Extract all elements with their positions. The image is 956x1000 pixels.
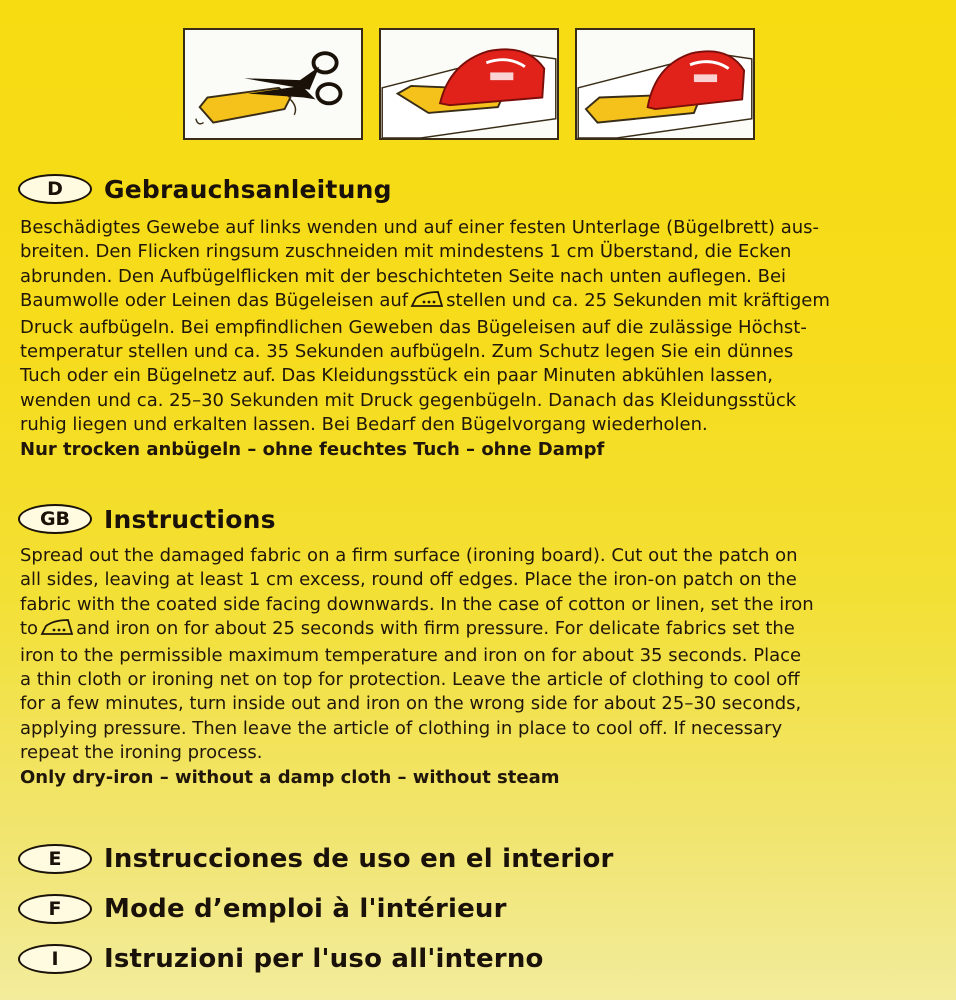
illustration-press-iron [575, 28, 755, 140]
section-header-es [18, 844, 614, 874]
text-line-with-iron [20, 617, 920, 643]
section-title-fr: Mode d’emploi à l'intérieur [104, 894, 507, 924]
text-line: a thin cloth or ironing net on top for protection. Leave the article of clothing to cool off [20, 669, 800, 691]
illustration-row [183, 28, 755, 140]
language-badge-es: E [18, 844, 92, 874]
text-line: fabric with the coated side facing downwards. In the case of cotton or linen, set the iron [20, 593, 814, 615]
iron-setting-icon [40, 618, 74, 643]
warning-note-de: Nur trocken anbügeln – ohne feuchtes Tuch – ohne Dampf [20, 438, 605, 460]
text-line: ruhig liegen und erkalten lassen. Bei Bedarf den Bügelvorgang wiederholen. [20, 414, 708, 436]
text-fragment: stellen und ca. 25 Sekunden mit kräftigem [446, 290, 830, 312]
text-line: breiten. Den Flicken ringsum zuschneiden mit mindestens 1 cm Überstand, die Ecken [20, 241, 792, 263]
section-title-it: Istruzioni per l'uso all'interno [104, 944, 544, 974]
section-body-de [20, 216, 920, 462]
text-line-with-iron [20, 289, 920, 315]
section-title-gb: Instructions [104, 504, 276, 534]
language-badge-gb: GB [18, 504, 92, 534]
text-line: abrunden. Den Aufbügelflicken mit der beschichteten Seite nach unten auflegen. Bei [20, 265, 787, 287]
language-badge-fr: F [18, 894, 92, 924]
section-body-gb [20, 544, 920, 790]
iron-press-icon [577, 30, 753, 138]
text-fragment: Baumwolle oder Leinen das Bügeleisen auf [20, 290, 409, 312]
text-line: for a few minutes, turn inside out and iron on the wrong side for about 25–30 seconds, [20, 693, 802, 715]
text-line: repeat the ironing process. [20, 742, 263, 764]
text-line: iron to the permissible maximum temperature and iron on for about 35 seconds. Place [20, 644, 802, 666]
text-line: wenden und ca. 25–30 Sekunden mit Druck gegenbügeln. Danach das Kleidungsstück [20, 389, 797, 411]
section-header-gb [18, 504, 276, 534]
iron-icon [381, 30, 557, 138]
illustration-cut-patch [183, 28, 363, 140]
text-line: Tuch oder ein Bügelnetz auf. Das Kleidungsstück ein paar Minuten abkühlen lassen, [20, 365, 773, 387]
section-header-de [18, 174, 392, 204]
scissors-icon [185, 30, 361, 138]
section-title-es: Instrucciones de uso en el interior [104, 844, 614, 874]
illustration-place-iron [379, 28, 559, 140]
text-line: temperatur stellen und ca. 35 Sekunden aufbügeln. Zum Schutz legen Sie ein dünnes [20, 341, 794, 363]
language-badge-it: I [18, 944, 92, 974]
text-line: Druck aufbügeln. Bei empfindlichen Geweben das Bügeleisen auf die zulässige Höchst- [20, 316, 807, 338]
section-title-de: Gebrauchsanleitung [104, 174, 392, 204]
text-line: Beschädigtes Gewebe auf links wenden und auf einer festen Unterlage (Bügelbrett) aus- [20, 217, 820, 238]
text-fragment: to [20, 618, 39, 640]
text-line: all sides, leaving at least 1 cm excess, round off edges. Place the iron-on patch on the [20, 569, 797, 591]
section-header-fr [18, 894, 507, 924]
iron-setting-icon [410, 290, 444, 315]
warning-note-gb: Only dry-iron – without a damp cloth – without steam [20, 766, 560, 788]
text-line: Spread out the damaged fabric on a firm surface (ironing board). Cut out the patch on [20, 545, 798, 566]
section-header-it [18, 944, 544, 974]
language-badge-de: D [18, 174, 92, 204]
text-fragment: and iron on for about 25 seconds with firm pressure. For delicate fabrics set the [76, 618, 795, 640]
text-line: applying pressure. Then leave the article of clothing in place to cool off. If necessary [20, 717, 783, 739]
